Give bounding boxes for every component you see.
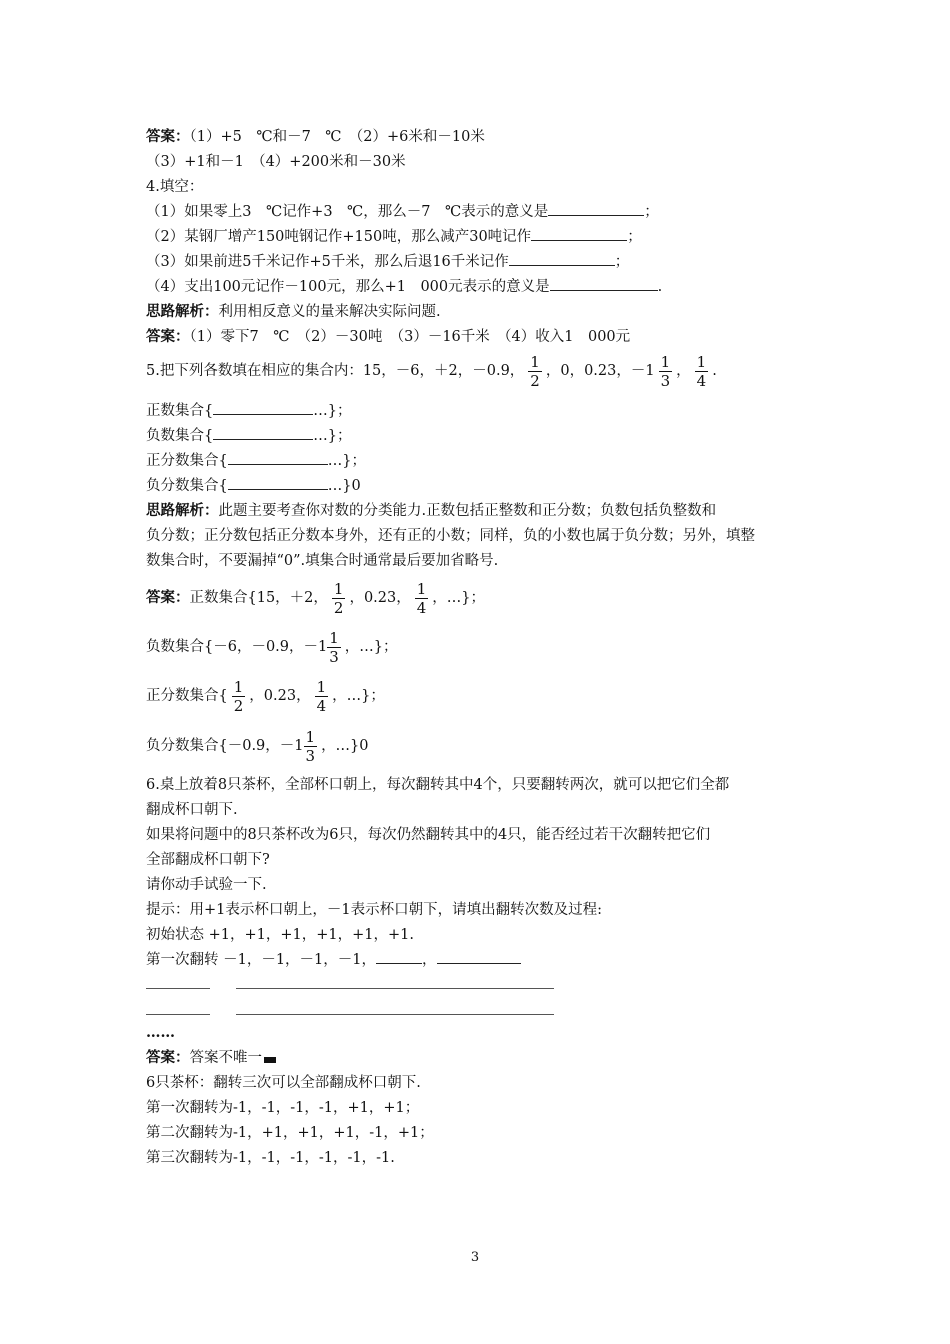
q5-answer-pos-frac: 正分数集合{ $\frac{1}{2}$ ，0.23， $\frac{1}{4}$ ，…}； xyxy=(146,677,385,715)
q6-line1: 6.桌上放着8只茶杯，全部杯口朝上，每次翻转其中4个，只要翻转两次，就可以把它们全都 xyxy=(146,777,730,793)
q4-analysis: 思路解析：利用相反意义的量来解决实际问题. xyxy=(146,303,441,320)
fraction: $\frac{1}{4}$ xyxy=(316,677,327,715)
q4-item-1: （1）如果零上3 ℃记作+3 ℃，那么－7 ℃表示的意义是 ； xyxy=(146,201,659,223)
answer-blank[interactable] xyxy=(213,425,313,440)
fraction: $\frac{1}{3}$ xyxy=(329,628,339,666)
q6-line3: 如果将问题中的8只茶杯改为6只，每次仍然翻转其中的4只，能否经过若干次翻转把它们 xyxy=(146,827,711,843)
answer-blank[interactable] xyxy=(531,226,627,241)
q6-line4: 全部翻成杯口朝下? xyxy=(146,852,270,868)
answer-blank[interactable] xyxy=(228,450,328,465)
answer-blank[interactable] xyxy=(236,988,554,989)
q6-answer-line4: 第三次翻转为-1，-1，-1，-1，-1，-1. xyxy=(146,1150,395,1166)
q5-answer-neg-frac: 负分数集合{－0.9，－1 $\frac{1}{3}$ ，…}0 xyxy=(146,727,369,765)
answer-blank[interactable] xyxy=(213,400,313,415)
q3-answer-line1: 答案：（1）+5 ℃和－7 ℃ （2）+6米和－10米 xyxy=(146,128,485,145)
answer-blank[interactable] xyxy=(548,201,644,216)
q4-item-4: （4）支出100元记作－100元，那么+1 000元表示的意义是 . xyxy=(146,276,662,298)
q6-line2: 翻成杯口朝下. xyxy=(146,802,238,818)
q5-answer-positive: 答案：正数集合{15，＋2， $\frac{1}{2}$ ，0.23， $\frac{1}{4}$ ，…}； xyxy=(146,579,486,617)
answer-blank[interactable] xyxy=(236,1014,554,1015)
q6-answer-head: 答案：答案不唯一 xyxy=(146,1047,276,1069)
answer-blank[interactable] xyxy=(437,949,521,964)
answer-blank[interactable] xyxy=(376,949,422,964)
fraction: $\frac{1}{2}$ xyxy=(233,677,244,715)
fraction: $\frac{1}{4}$ xyxy=(416,579,427,617)
q5-answer-negative: 负数集合{－6，－0.9，－1 $\frac{1}{3}$ ，…}； xyxy=(146,628,398,666)
fraction: $\frac{1}{3}$ xyxy=(305,727,316,765)
answer-blank[interactable] xyxy=(146,1014,210,1015)
q6-answer-line2: 第一次翻转为-1，-1，-1，-1，+1，+1； xyxy=(146,1100,420,1116)
answer-blank[interactable] xyxy=(509,251,615,266)
q5-analysis-line3: 数集合时，不要漏掉“0”.填集合时通常最后要加省略号. xyxy=(146,553,499,569)
q6-initial-state: 初始状态 +1，+1，+1，+1，+1，+1. xyxy=(146,927,414,943)
q6-answer-line1: 6只茶杯：翻转三次可以全部翻成杯口朝下. xyxy=(146,1075,421,1091)
q6-hint: 提示：用+1表示杯口朝上，－1表示杯口朝下，请填出翻转次数及过程: xyxy=(146,902,602,918)
answer-blank[interactable] xyxy=(228,475,328,490)
q5-analysis-line1: 思路解析：此题主要考查你对数的分类能力.正数包括正整数和正分数；负数包括负整数和 xyxy=(146,502,717,519)
q5-set-positive: 正数集合{ …}； xyxy=(146,400,351,422)
q6-answer-line3: 第二次翻转为-1，+1，+1，+1，-1，+1； xyxy=(146,1125,434,1141)
q4-item-2: （2）某钢厂增产150吨钢记作+150吨，那么减产30吨记作 ； xyxy=(146,226,642,248)
q4-item-3: （3）如果前进5千米记作+5千米，那么后退16千米记作 ； xyxy=(146,251,629,273)
fraction: $\frac{1}{4}$ xyxy=(696,352,707,390)
q3-answer-line2: （3）+1和－1 （4）+200米和－30米 xyxy=(146,154,406,170)
q6-first-flip: 第一次翻转 －1，－1，－1，－1， ， xyxy=(146,949,521,971)
q4-title: 4.填空： xyxy=(146,179,204,195)
q5-set-neg-frac: 负分数集合{ …}0 xyxy=(146,475,361,497)
fraction: $\frac{1}{2}$ xyxy=(333,579,344,617)
answer-label: 答案： xyxy=(146,128,190,145)
answer-blank[interactable] xyxy=(550,276,658,291)
q5-title: 5.把下列各数填在相应的集合内：15，－6，＋2，－0.9， $\frac{1}{2}$ ，0，0.23，－1 $\frac{1}{3}$ ， $\frac{1}{4}$ . xyxy=(146,352,717,390)
fraction: $\frac{1}{3}$ xyxy=(660,352,671,390)
mark-icon xyxy=(264,1057,276,1063)
q5-set-negative: 负数集合{ …}； xyxy=(146,425,351,447)
q5-analysis-line2: 负分数；正分数包括正分数本身外，还有正的小数；同样，负的小数也属于负分数；另外，填整 xyxy=(146,528,755,544)
q6-line5: 请你动手试验一下. xyxy=(146,877,267,893)
q6-dots: …… xyxy=(146,1024,175,1041)
fraction: $\frac{1}{2}$ xyxy=(530,352,540,390)
q5-set-pos-frac: 正分数集合{ …}； xyxy=(146,450,366,472)
answer-blank[interactable] xyxy=(146,988,210,989)
q4-answer: 答案：（1）零下7 ℃ （2）－30吨 （3）－16千米 （4）收入1 000元 xyxy=(146,328,631,345)
page-number: 3 xyxy=(470,1250,480,1265)
